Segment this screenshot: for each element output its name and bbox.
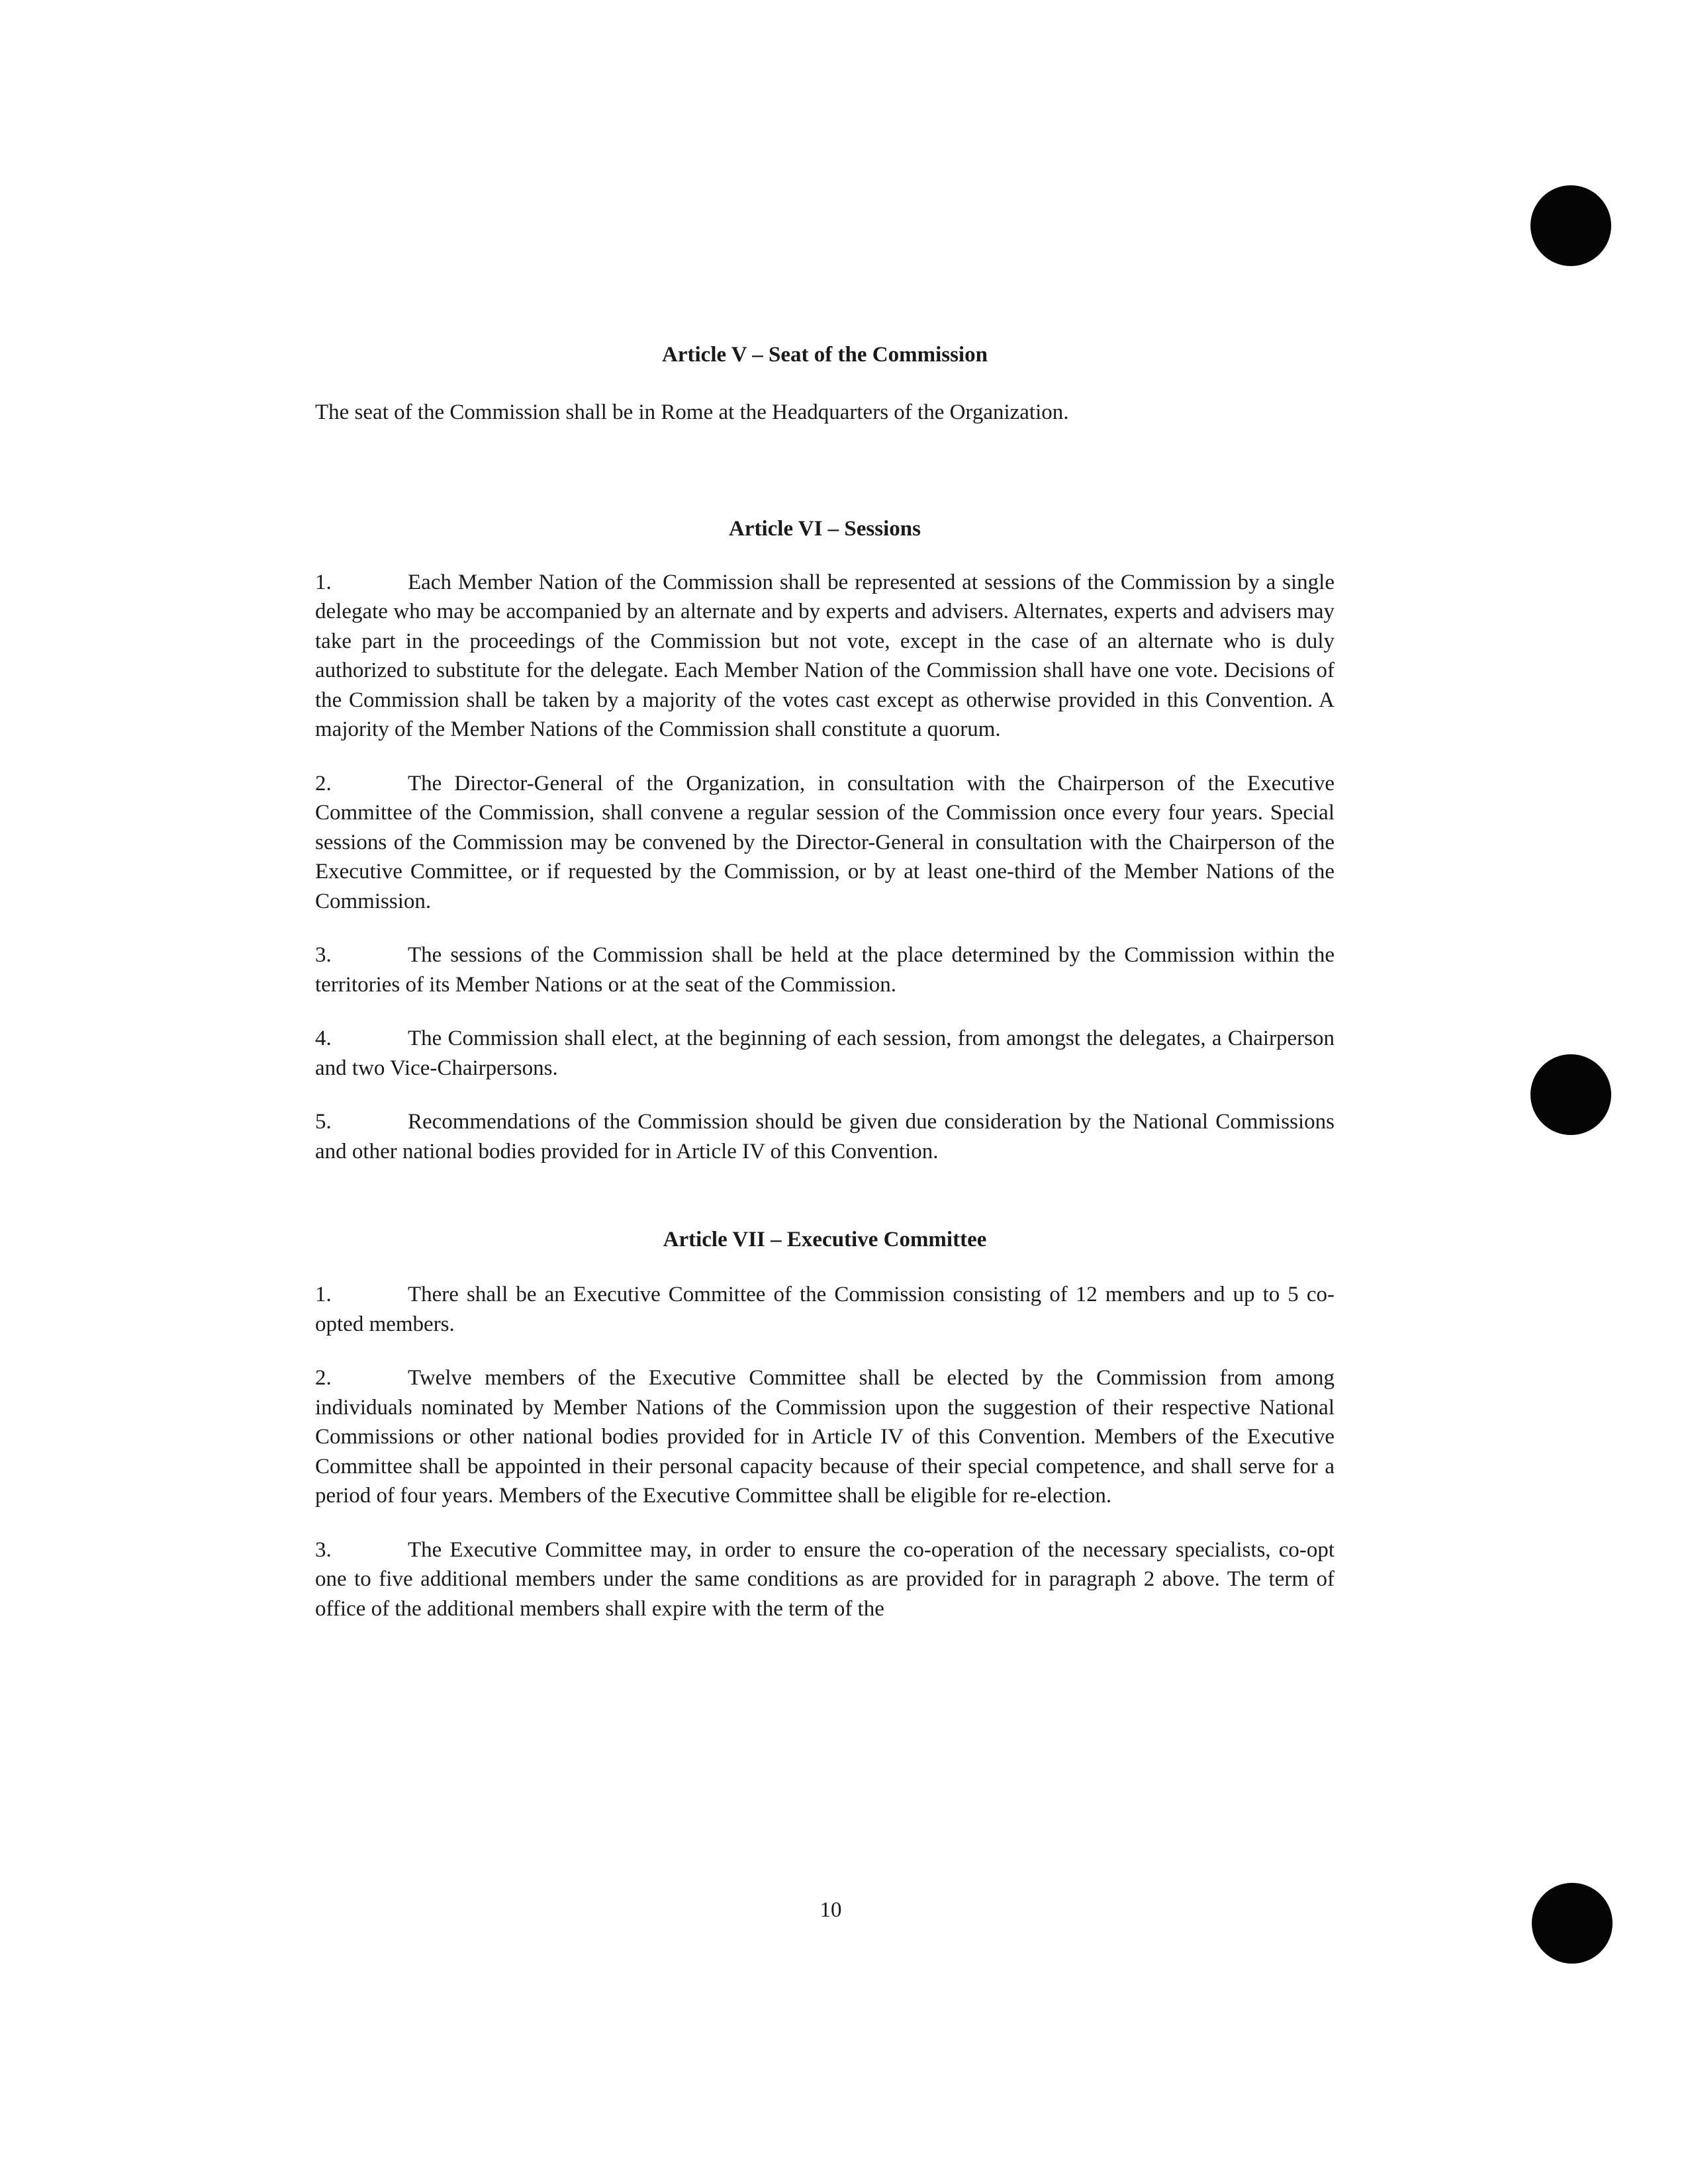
- paragraph-text: Each Member Nation of the Commission shall be represented at sessions of the Commission by a single delegate who may be accompanied by an alternate and by experts and advisers. Alternates, experts and advisers may take part in the proceedings of the Commission but not vote, except in the case of an alternate who is duly authorized to substitute for the delegate. Each Member Nation of the Commission shall have one vote. Decisions of the Commission shall be taken by a majority of the votes cast except as otherwise provided in this Convention. A majority of the Member Nations of the Commission shall constitute a quorum.: [315, 570, 1335, 741]
- paragraph-text: The Commission shall elect, at the beginning of each session, from amongst the delegates, a Chairperson and two Vice-Chairpersons.: [315, 1026, 1335, 1080]
- punch-hole-icon: [1530, 1054, 1611, 1135]
- article-7-section: [315, 1226, 1335, 1623]
- paragraph-text: There shall be an Executive Committee of the Commission consisting of 12 members and up to 5 co-opted members.: [315, 1283, 1335, 1336]
- article-heading: Article V – Seat of the Commission: [662, 343, 988, 367]
- numbered-paragraph: [315, 940, 1335, 999]
- article-paragraph: The seat of the Commission shall be in Rome at the Headquarters of the Organization.: [315, 400, 1069, 424]
- numbered-paragraph: [315, 1024, 1335, 1083]
- numbered-paragraph: [315, 1363, 1335, 1511]
- paragraph-number: 3.: [315, 943, 332, 967]
- paragraph-text: Twelve members of the Executive Committee shall be elected by the Commission from among individuals nominated by Member Nations of the Commission upon the suggestion of their respective National Commissions or other national bodies provided for in Article IV of this Convention. Members of the Executive Committee shall be appointed in their personal capacity because of their special competence, and shall serve for a period of four years. Members of the Executive Committee shall be eligible for re-election.: [315, 1366, 1335, 1508]
- document-body: [315, 341, 1335, 1623]
- paragraph-number: 1.: [315, 1283, 332, 1306]
- numbered-paragraph: [315, 769, 1335, 917]
- numbered-paragraph: [315, 1535, 1335, 1624]
- paragraph-number: 5.: [315, 1110, 332, 1134]
- punch-hole-icon: [1532, 1883, 1613, 1964]
- article-heading: Article VI – Sessions: [729, 516, 921, 541]
- numbered-paragraph: [315, 1280, 1335, 1339]
- article-6-section: [315, 515, 1335, 1167]
- punch-hole-icon: [1530, 185, 1611, 266]
- numbered-paragraph: [315, 568, 1335, 745]
- paragraph-number: 3.: [315, 1537, 332, 1562]
- paragraph-number: 2.: [315, 771, 332, 796]
- paragraph-number: 2.: [315, 1366, 332, 1390]
- page-number: 10: [820, 1898, 842, 1922]
- paragraph-text: The Executive Committee may, in order to ensure the co-operation of the necessary specialists, co-opt one to five additional members under the same conditions as are provided for in paragraph 2 above. The term of office of the additional members shall expire with the term of the: [315, 1537, 1335, 1621]
- paragraph-number: 4.: [315, 1026, 332, 1050]
- numbered-paragraph: [315, 1107, 1335, 1166]
- paragraph-text: The sessions of the Commission shall be held at the place determined by the Commission within the territories of its Member Nations or at the seat of the Commission.: [315, 943, 1335, 997]
- article-5-section: [315, 341, 1335, 428]
- paragraph-number: 1.: [315, 570, 332, 594]
- article-heading: Article VII – Executive Committee: [663, 1228, 987, 1251]
- paragraph-text: Recommendations of the Commission should be given due consideration by the National Commissions and other national bodies provided for in Article IV of this Convention.: [315, 1110, 1335, 1163]
- paragraph-text: The Director-General of the Organization, in consultation with the Chairperson of the Executive Committee of the Commission, shall convene a regular session of the Commission once every four years. Special sessions of the Commission may be convened by the Director-General in consultation with the Chairperson of the Executive Committee, or if requested by the Commission, or by at least one-third of the Member Nations of the Commission.: [315, 771, 1335, 913]
